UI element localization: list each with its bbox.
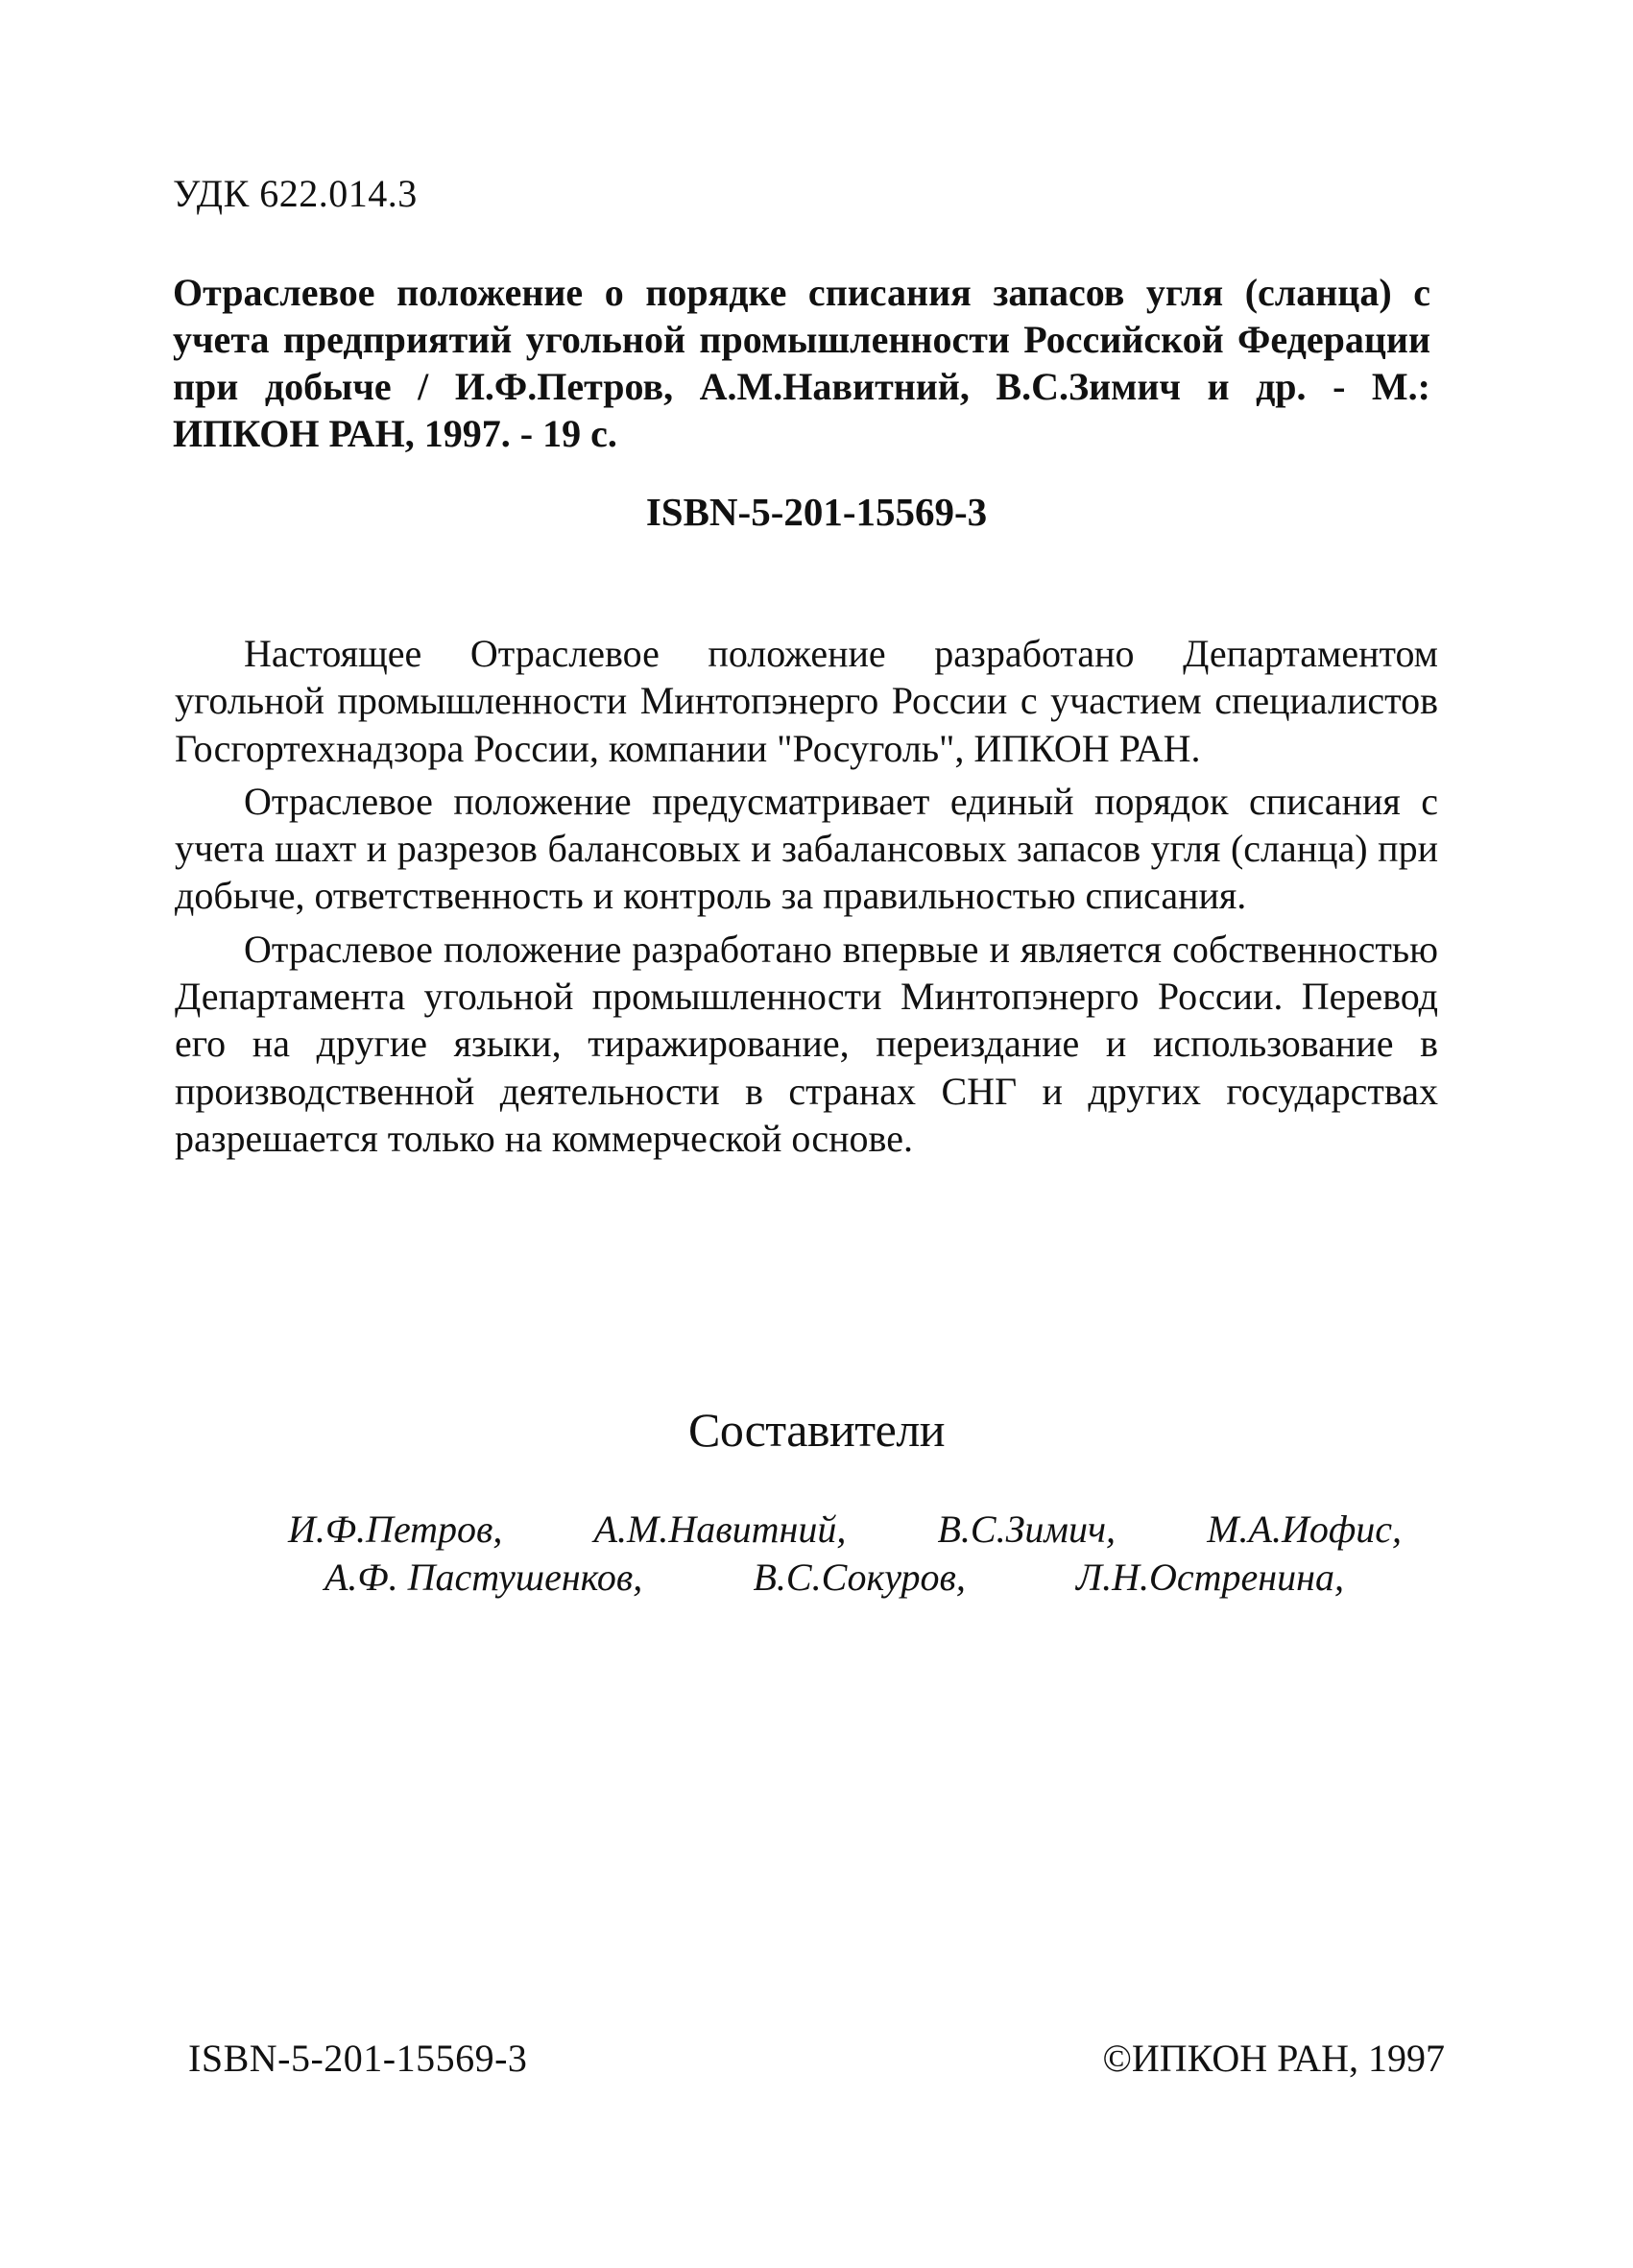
author-name: М.А.Иофис,: [1207, 1508, 1402, 1551]
author-name: И.Ф.Петров,: [288, 1508, 503, 1551]
author-name: А.Ф. Пастушенков,: [324, 1556, 643, 1599]
author-name: Л.Н.Остренина,: [1076, 1556, 1344, 1599]
compilers-heading: Составители: [687, 1403, 946, 1457]
authors-row: [288, 1506, 1402, 1554]
isbn-heading: ISBN-5-201-15569-3: [645, 490, 988, 534]
abstract-paragraph: Отраслевое положение предусматривает единый порядок списания с учета шахт и разрезов балансовых и забалансовых запасов угля (сланца) при добыче, ответственность и контроль за правильностью списания.: [175, 779, 1438, 918]
abstract-text: [175, 630, 1438, 1168]
author-name: В.С.Зимич,: [937, 1508, 1117, 1551]
abstract-paragraph: Отраслевое положение разработано впервые и является собственностью Департамента угольной промышленности Минтопэнерго России. Перевод его на другие языки, тиражирование, переиздание и использование в производственной деятельности в странах СНГ и других государствах разрешается только на коммерческой основе.: [175, 927, 1438, 1160]
bibliographic-record: Отраслевое положение о порядке списания запасов угля (сланца) с учета предприятий угольной промышленности Российской Федерации при добыче / И.Ф.Петров, А.М.Навитний, В.С.Зимич и др. - М.: ИПКОН РАН, 1997. - 19 с.: [173, 271, 1430, 455]
isbn-footer: ISBN-5-201-15569-3: [188, 2037, 528, 2080]
udk-code: УДК 622.014.3: [173, 172, 418, 215]
authors-row: [288, 1554, 1402, 1602]
abstract-paragraph: Настоящее Отраслевое положение разработано Департаментом угольной промышленности Минтопэнерго России с участием специалистов Госгортехнадзора России, компании "Росуголь", ИПКОН РАН.: [175, 632, 1438, 770]
author-name: А.М.Навитний,: [593, 1508, 847, 1551]
authors-list: [288, 1506, 1402, 1602]
author-name: В.С.Сокуров,: [753, 1556, 966, 1599]
copyright-notice: ©ИПКОН РАН, 1997: [1102, 2037, 1445, 2080]
